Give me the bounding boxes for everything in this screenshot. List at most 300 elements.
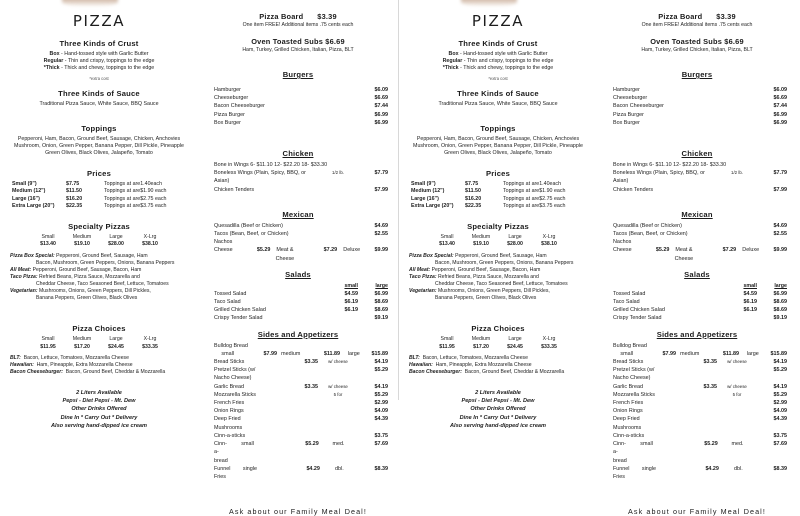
salad-name: Grilled Chicken Salad	[613, 307, 665, 314]
price-size: Extra Large (20")	[12, 203, 55, 210]
burger-row	[603, 119, 791, 127]
salad-large-price: $8.69	[374, 299, 388, 306]
specialty-price-row	[405, 241, 591, 248]
choices-size-header	[6, 336, 192, 343]
burger-row	[204, 119, 392, 127]
salad-name: Crispy Tender Salad	[214, 315, 263, 322]
crust-name: *Thick	[43, 65, 60, 72]
nachos-price-row	[204, 246, 392, 262]
size-price: $17.20	[473, 343, 489, 350]
specialty-desc: Mushrooms, Onions, Green Peppers, Dill Pickles,	[38, 288, 151, 295]
specialty-size-header	[405, 234, 591, 241]
side-row	[603, 399, 791, 407]
side-name: Onion Rings	[214, 408, 244, 415]
price-topping-note: Toppings at are$2.75 each	[503, 195, 566, 202]
side-mid-price: $3.35	[703, 359, 717, 366]
pizza-board-note: One item FREE! Additional items .75 cents each	[242, 22, 354, 28]
subs-heading: Oven Toasted Subs $6.69	[650, 37, 744, 46]
specialty-desc: Refried Beans, Pizza Sauce, Mozzarella and	[38, 274, 140, 281]
side-note: w/ cheese	[328, 383, 348, 389]
page-left-column-one	[0, 0, 198, 430]
price-amount: $11.50	[66, 188, 82, 195]
bulldog-bread-label: Bulldog Bread	[613, 342, 647, 349]
bulldog-small-label: small	[221, 350, 234, 357]
choice-item	[405, 355, 591, 362]
bulldog-medium-label: medium	[680, 350, 700, 357]
salad-row	[204, 306, 392, 314]
heading-sides-appetizers: Sides and Appetizers	[656, 329, 738, 339]
toppings-line: Mushroom, Onion, Green Pepper, Banana Pepper, Dill Pickle, Pineapple	[14, 143, 184, 150]
bulldog-bread-label-row	[204, 342, 392, 350]
salads-col-header	[603, 282, 791, 290]
side-note: w/ cheese	[727, 359, 747, 365]
side-price: $4.39	[773, 416, 787, 423]
specialty-price-row	[6, 241, 192, 248]
size-label: Small	[440, 234, 454, 240]
side-row	[204, 407, 392, 415]
specialty-item	[6, 288, 192, 302]
crust-desc: - Hand-tossed style with Garlic Butter	[460, 51, 548, 57]
side-row	[204, 415, 392, 431]
side-name: Deep Fried Mushrooms	[613, 416, 642, 431]
cinn-med-price: $7.69	[773, 441, 787, 448]
burger-price: $7.44	[773, 103, 787, 110]
cinn-small-price: $5.29	[305, 441, 319, 448]
nachos-meat-label: Meat & Cheese	[674, 247, 694, 262]
size-price: $24.45	[108, 343, 124, 350]
side-row	[204, 358, 392, 366]
specialty-name: Pizza Box Special:	[10, 252, 55, 259]
size-price: $24.45	[507, 343, 523, 350]
subs-note: Ham, Turkey, Grilled Chicken, Italian, Pizza, BLT	[641, 47, 753, 53]
chicken-price: $7.99	[773, 186, 787, 193]
size-label: X-Lrg	[542, 234, 556, 240]
side-row	[204, 399, 392, 407]
nachos-cheese-price: $5.29	[256, 247, 271, 254]
salad-row	[204, 290, 392, 298]
pizza-board-label: Pizza Board	[259, 12, 304, 21]
nachos-label: Nachos	[214, 239, 233, 246]
salads-col-large: large	[774, 282, 787, 289]
price-size: Small (9")	[12, 180, 37, 187]
heading-mexican: Mexican	[282, 209, 314, 219]
side-price: $2.99	[374, 400, 388, 407]
side-name: French Fries	[613, 400, 644, 407]
price-row	[12, 196, 188, 204]
specialty-desc: Pepperoni, Ground Beef, Sausage, Bacon, Ham	[431, 267, 541, 273]
size-label: Large	[109, 234, 123, 240]
prices-table	[6, 181, 192, 211]
cinn-small-price: $5.29	[704, 441, 718, 448]
size-label: Medium	[72, 336, 92, 343]
burger-price: $6.69	[773, 95, 787, 102]
side-mid-price: $3.35	[703, 383, 717, 390]
size-price: $13.40	[439, 241, 455, 248]
burger-name: Cheeseburger	[613, 95, 648, 102]
specialty-size-header	[6, 234, 192, 241]
price-size: Large (16")	[411, 195, 439, 202]
specialty-item	[405, 274, 591, 288]
salad-large-price: $8.69	[374, 307, 388, 314]
side-note: 5 for	[333, 391, 343, 397]
side-row	[603, 366, 791, 382]
side-name: Garlic Bread	[214, 383, 244, 390]
mexican-price: $4.69	[374, 222, 388, 229]
size-price: $38.10	[142, 241, 158, 248]
price-amount: $16.20	[465, 195, 482, 202]
size-price: $19.10	[74, 241, 90, 248]
size-price: $28.00	[507, 241, 523, 248]
choice-desc: Bacon, Lettuce, Tomatoes, Mozzarella Cheese	[422, 355, 528, 362]
mexican-name: Quesadilla (Beef or Chicken)	[613, 222, 682, 229]
heading-chicken: Chicken	[282, 149, 314, 159]
salad-large-price: $9.19	[773, 315, 787, 322]
menu-page-left	[0, 0, 398, 516]
nachos-price-row	[603, 246, 791, 262]
heading-prices: Prices	[486, 168, 510, 178]
crust-desc: - Thin and crispy, toppings to the edge	[463, 58, 554, 65]
bulldog-medium-price: $11.89	[722, 350, 740, 357]
burger-name: Bacon Cheeseburger	[214, 103, 265, 110]
price-size: Extra Large (20")	[411, 203, 454, 210]
salad-row	[603, 314, 791, 322]
subs-heading: Oven Toasted Subs $6.69	[251, 37, 345, 46]
side-price: $4.19	[773, 383, 787, 390]
heading-pizza-choices: Pizza Choices	[72, 324, 126, 334]
mexican-price: $2.55	[773, 231, 787, 238]
choice-desc: Bacon, Ground Beef, Cheddar & Mozzarella	[65, 369, 166, 376]
toppings-line: Pepperoni, Ham, Bacon, Ground Beef, Sausage, Chicken, Anchovies	[416, 136, 580, 143]
heading-crust: Three Kinds of Crust	[59, 39, 139, 48]
price-row	[411, 181, 587, 189]
size-price: $11.95	[439, 343, 455, 350]
burger-row	[603, 111, 791, 119]
side-mid-price: $3.35	[304, 383, 318, 390]
burger-row	[603, 86, 791, 94]
pizza-board-price: $3.39	[716, 12, 736, 21]
size-price: $28.00	[108, 241, 124, 248]
burger-name: Hamburger	[613, 87, 640, 93]
burger-name: Cheeseburger	[214, 95, 249, 102]
subs-note: Ham, Turkey, Grilled Chicken, Italian, Pizza, BLT	[242, 47, 354, 53]
heading-sauce: Three Kinds of Sauce	[457, 88, 539, 98]
cinn-a-bread-name: Cinn-a-bread	[613, 441, 627, 464]
crust-desc: - Thin and crispy, toppings to the edge	[64, 58, 155, 65]
salad-row	[603, 290, 791, 298]
specialty-name: All Meat:	[10, 267, 32, 273]
side-name: French Fries	[214, 400, 245, 407]
price-row	[411, 203, 587, 211]
prices-table	[405, 181, 591, 211]
specialty-name: All Meat:	[409, 267, 431, 273]
cinn-med-label: med.	[731, 441, 744, 448]
burger-row	[603, 94, 791, 102]
choice-name: Bacon Cheeseburger:	[10, 369, 63, 376]
page-left-column-two	[198, 0, 398, 516]
heading-burgers: Burgers	[681, 70, 713, 79]
mexican-price: $4.69	[773, 222, 787, 229]
burger-price: $6.99	[374, 111, 388, 118]
specialty-item	[6, 267, 192, 274]
specialty-desc-cont: Cheddar Cheese, Taco Seasoned Beef, Lettuce, Tomatoes	[435, 281, 568, 288]
salad-row	[603, 306, 791, 314]
chicken-wings-row	[204, 161, 392, 169]
specialty-desc-cont: Bacon, Mushroom, Green Peppers, Onions, Banana Peppers	[36, 259, 175, 266]
funnel-fries-row	[603, 465, 791, 481]
nachos-meat-price: $7.29	[722, 247, 737, 254]
heading-crust: Three Kinds of Crust	[458, 39, 538, 48]
burger-row	[603, 102, 791, 110]
burger-row	[204, 86, 392, 94]
nachos-meat-label: Meat & Cheese	[275, 247, 295, 262]
cinn-med-label: med.	[332, 441, 345, 448]
side-name: Pretzel Sticks (w/ Nacho Cheese)	[613, 367, 655, 382]
cinn-a-bread-name: Cinn-a-bread	[214, 441, 228, 464]
choice-item	[6, 362, 192, 369]
side-price: $4.19	[374, 383, 388, 390]
salad-small-price: $4.59	[743, 290, 757, 297]
side-price: $2.99	[773, 400, 787, 407]
size-label: Small	[41, 234, 55, 240]
cinn-med-price: $7.69	[374, 441, 388, 448]
crust-item	[6, 58, 192, 65]
bulldog-bread-label-row	[603, 342, 791, 350]
footer-line: Pepsi - Diet Pepsi - Mt. Dew	[461, 397, 535, 404]
heading-toppings: Toppings	[81, 124, 117, 134]
family-meal-deal-text: Ask about our Family Meal Deal!	[229, 507, 367, 516]
nachos-deluxe-label: Deluxe	[343, 247, 361, 254]
choices-size-header	[405, 336, 591, 343]
bulldog-bread-price-row	[204, 350, 392, 358]
footer-line: 2 Liters Available	[475, 389, 521, 396]
toppings-line: Pepperoni, Ham, Bacon, Ground Beef, Sausage, Chicken, Anchovies	[17, 136, 181, 143]
side-price: $3.75	[773, 432, 787, 439]
price-amount: $7.75	[66, 180, 80, 187]
burger-price: $6.69	[374, 95, 388, 102]
nachos-cheese-label: Cheese	[613, 247, 632, 254]
side-price: $5.29	[773, 367, 787, 374]
side-mid-price: $3.35	[304, 359, 318, 366]
burger-name: Pizza Burger	[613, 111, 644, 118]
side-name: Cinn-a-sticks	[214, 432, 246, 439]
funnel-dbl-label: dbl.	[734, 465, 743, 472]
size-label: Large	[109, 336, 123, 343]
heading-salads: Salads	[684, 269, 710, 279]
salad-small-price: $6.19	[344, 307, 358, 314]
heading-salads: Salads	[285, 269, 311, 279]
choice-name: Hawaiian:	[409, 362, 433, 369]
size-label: Small	[41, 336, 55, 343]
specialty-desc: Refried Beans, Pizza Sauce, Mozzarella and	[437, 274, 539, 281]
side-name: Bread Sticks	[214, 359, 245, 366]
salad-large-price: $9.19	[374, 315, 388, 322]
choices-price-row	[405, 344, 591, 351]
bulldog-medium-label: medium	[281, 350, 301, 357]
heading-prices: Prices	[87, 168, 111, 178]
funnel-fries-name: Funnel Fries	[214, 465, 231, 480]
mexican-name: Tacos (Bean, Beef, or Chicken)	[214, 231, 289, 238]
price-topping-note: Toppings at are1.40each	[503, 180, 562, 187]
size-label: X-Lrg	[542, 336, 556, 343]
price-row	[12, 181, 188, 189]
price-row	[12, 188, 188, 196]
chicken-row	[603, 186, 791, 194]
specialty-item	[6, 253, 192, 267]
side-price: $3.75	[374, 432, 388, 439]
page-title: PIZZA	[471, 12, 525, 30]
side-row	[603, 415, 791, 431]
choice-item	[405, 362, 591, 369]
burger-name: Box Burger	[214, 119, 241, 126]
bulldog-bread-price-row	[603, 350, 791, 358]
choice-name: BLT:	[409, 355, 420, 362]
size-label: Medium	[471, 234, 491, 240]
burger-name: Box Burger	[613, 119, 640, 126]
salad-name: Grilled Chicken Salad	[214, 307, 266, 314]
burger-price: $6.99	[773, 119, 787, 126]
crust-note: *extra cost	[89, 75, 109, 81]
side-price: $4.19	[374, 359, 388, 366]
price-topping-note: Toppings at are$2.75 each	[104, 195, 167, 202]
bulldog-bread-label: Bulldog Bread	[214, 342, 248, 349]
salad-row	[204, 314, 392, 322]
family-meal-deal-text: Ask about our Family Meal Deal!	[628, 507, 766, 516]
specialty-name: Taco Pizza:	[409, 274, 437, 281]
funnel-single-price: $4.29	[705, 465, 719, 472]
pizza-board-heading	[603, 12, 791, 21]
bulldog-small-label: small	[620, 350, 633, 357]
price-size: Large (16")	[12, 195, 40, 202]
crust-item	[405, 51, 591, 58]
footer-line: Also serving hand-dipped ice cream	[449, 423, 547, 430]
chicken-price: $7.99	[374, 186, 388, 193]
price-size: Small (9")	[411, 180, 436, 187]
side-price: $5.29	[773, 391, 787, 398]
side-note: w/ cheese	[328, 359, 348, 365]
cinn-a-bread-row	[603, 440, 791, 465]
footer-line: 2 Liters Available	[76, 389, 122, 396]
chicken-price: $7.79	[374, 170, 388, 177]
chicken-row	[204, 186, 392, 194]
price-topping-note: Toppings at are$1.90 each	[104, 188, 167, 195]
size-price: $11.95	[40, 343, 56, 350]
pizza-board-note: One item FREE! Additional items .75 cents each	[641, 22, 753, 28]
bulldog-small-price: $7.99	[263, 350, 278, 357]
toppings-line: Green Olives, Black Olives, Jalapeño, Tomato	[45, 150, 153, 157]
burger-price: $6.99	[773, 111, 787, 118]
size-label: Medium	[471, 336, 491, 343]
pizza-board-price: $3.39	[317, 12, 337, 21]
toppings-line: Green Olives, Black Olives, Jalapeño, Tomato	[444, 150, 552, 157]
side-name: Onion Rings	[613, 408, 643, 415]
specialty-name: Pizza Box Special:	[409, 252, 454, 259]
nachos-label-row	[204, 238, 392, 246]
chicken-qty: 1/2 lb.	[332, 170, 344, 176]
choice-name: Bacon Cheeseburger:	[409, 369, 462, 376]
salads-col-small: small	[743, 282, 757, 289]
size-label: X-Lrg	[143, 336, 157, 343]
heading-chicken: Chicken	[681, 149, 713, 159]
nachos-label-row	[603, 238, 791, 246]
price-size: Medium (12")	[411, 188, 445, 195]
specialty-item	[405, 253, 591, 267]
footer-info	[6, 389, 192, 431]
burger-price: $7.44	[374, 103, 388, 110]
specialty-item	[405, 288, 591, 302]
cinn-small-label: small	[640, 441, 653, 448]
crust-item	[405, 65, 591, 72]
nachos-cheese-label: Cheese	[214, 247, 233, 254]
burger-price: $6.09	[773, 87, 787, 93]
burger-row	[204, 94, 392, 102]
specialty-desc: Mushrooms, Onions, Green Peppers, Dill Pickles,	[437, 288, 550, 295]
footer-info	[405, 389, 591, 431]
nachos-deluxe-label: Deluxe	[742, 247, 760, 254]
salad-large-price: $6.99	[374, 290, 388, 297]
price-topping-note: Toppings at are$1.90 each	[503, 188, 566, 195]
heading-sauce: Three Kinds of Sauce	[58, 88, 140, 98]
bulldog-large-label: large	[347, 350, 360, 357]
specialty-desc-cont: Banana Peppers, Green Olives, Black Olives	[36, 295, 138, 302]
size-price: $13.40	[40, 241, 56, 248]
chicken-price: $7.79	[773, 170, 787, 177]
side-price: $4.09	[773, 408, 787, 415]
mexican-row	[204, 230, 392, 238]
side-row	[603, 358, 791, 366]
salad-small-price: $4.59	[344, 290, 358, 297]
specialty-item	[405, 267, 591, 274]
wings-line: Bone in Wings 6- $11.10 12- $22.20 18- $33.30	[613, 162, 727, 169]
size-label: Large	[508, 336, 522, 343]
choice-name: BLT:	[10, 355, 21, 362]
burger-row	[204, 102, 392, 110]
pizza-board-label: Pizza Board	[658, 12, 703, 21]
specialty-desc: Pepperoni, Ground Beef, Sausage, Ham	[455, 252, 547, 259]
nachos-deluxe-price: $9.99	[773, 247, 787, 254]
crust-name: Regular	[43, 58, 64, 65]
funnel-dbl-price: $8.39	[773, 465, 787, 472]
pizza-board-heading	[204, 12, 392, 21]
funnel-dbl-label: dbl.	[335, 465, 344, 472]
cinn-small-label: small	[241, 441, 254, 448]
sauce-text: Traditional Pizza Sauce, White Sauce, BBQ Sauce	[438, 100, 558, 107]
crust-desc: - Thick and chewy, toppings to the edge	[460, 65, 554, 72]
salads-col-small: small	[344, 282, 358, 289]
salad-large-price: $8.69	[773, 299, 787, 306]
heading-toppings: Toppings	[480, 124, 516, 134]
size-label: X-Lrg	[143, 234, 157, 240]
wings-line: Bone in Wings 6- $11.10 12- $22.20 18- $33.30	[214, 162, 328, 169]
salad-row	[603, 298, 791, 306]
side-row	[204, 432, 392, 440]
salads-col-header	[204, 282, 392, 290]
mexican-row	[603, 230, 791, 238]
price-amount: $22.35	[465, 203, 482, 210]
specialty-desc: Pepperoni, Ground Beef, Sausage, Bacon, Ham	[32, 267, 142, 273]
side-row	[603, 391, 791, 399]
sauce-text: Traditional Pizza Sauce, White Sauce, BBQ Sauce	[39, 100, 159, 107]
size-price: $38.10	[541, 241, 557, 248]
size-price: $33.35	[541, 343, 557, 350]
mexican-name: Quesadilla (Beef or Chicken)	[214, 222, 283, 229]
chicken-wings-row	[603, 161, 791, 169]
nachos-label: Nachos	[613, 239, 632, 246]
footer-line: Other Drinks Offered	[71, 406, 127, 413]
footer-line-service: Dine In * Carry Out * Delivery	[60, 414, 138, 421]
side-row	[204, 391, 392, 399]
crust-desc: - Thick and chewy, toppings to the edge	[61, 65, 155, 72]
side-row	[204, 366, 392, 382]
